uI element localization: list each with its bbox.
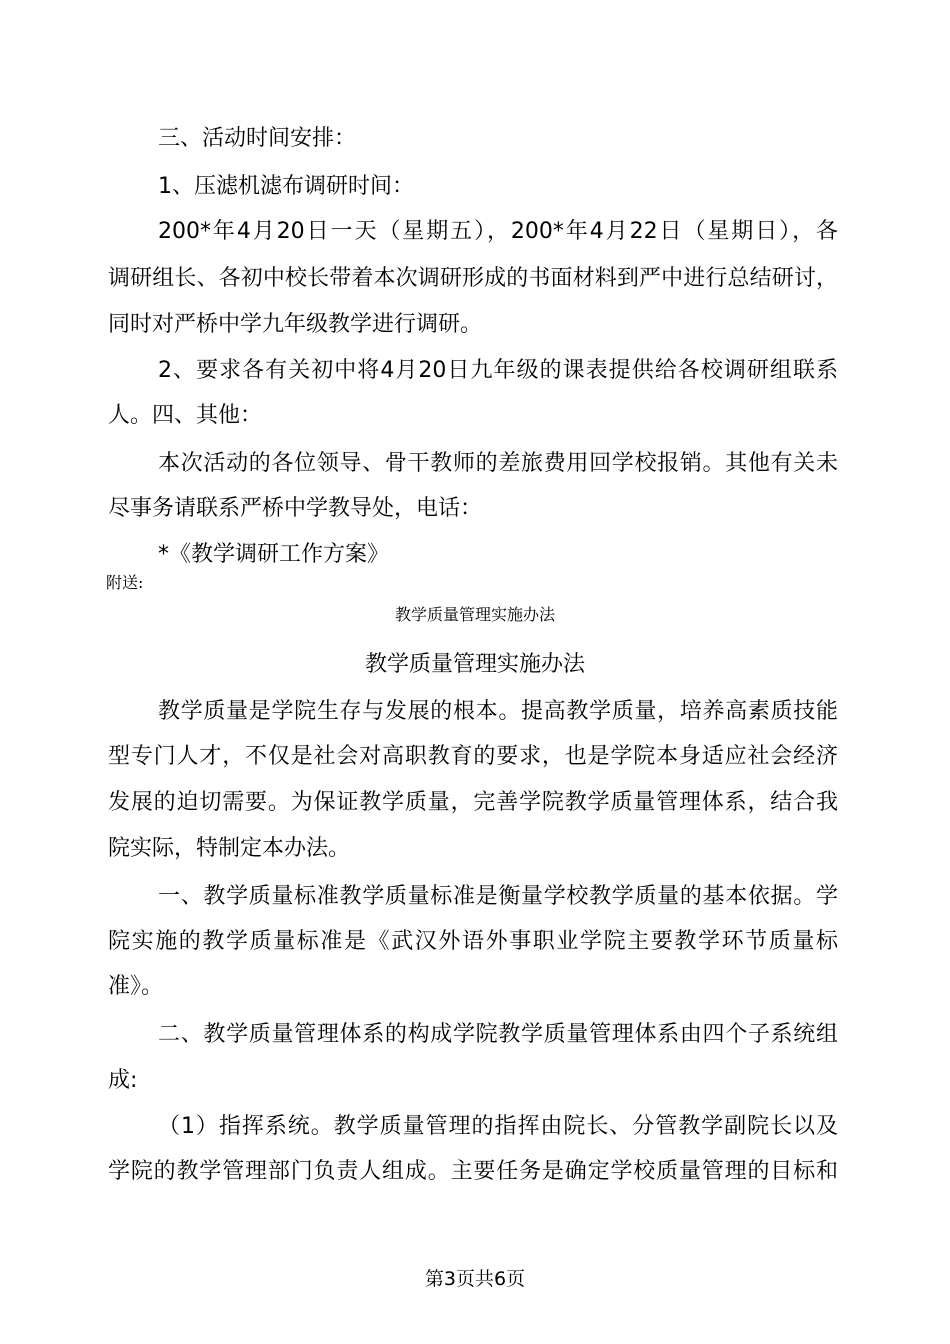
page-title: 教学质量管理实施办法 [364, 652, 585, 677]
intro-line-3: 发展的迫切需要。为保证教学质量，完善学院教学质量管理体系，结合我 [108, 790, 838, 815]
item1-title: 1、压滤机滤布调研时间： [158, 174, 414, 199]
part2-item1-line-1: （1）指挥系统。教学质量管理的指挥由院长、分管教学副院长以及 [158, 1114, 838, 1139]
section4-line-2: 尽事务请联系严桥中学教导处，电话： [108, 496, 483, 521]
part1-line-3: 准》。 [108, 974, 164, 999]
item1-line-3: 同时对严桥中学九年级教学进行调研。 [108, 312, 483, 337]
intro-line-1: 教学质量是学院生存与发展的根本。提高教学质量，培养高素质技能 [158, 699, 838, 724]
part1-line-1: 一、教学质量标准教学质量标准是衡量学校教学质量的基本依据。学 [158, 884, 838, 909]
page-number: 第3页共6页 [424, 1268, 526, 1290]
part2-line-1: 二、教学质量管理体系的构成学院教学质量管理体系由四个子系统组 [158, 1022, 838, 1047]
item1-line-2: 调研组长、各初中校长带着本次调研形成的书面材料到严中进行总结研讨， [108, 266, 838, 291]
section3-heading: 三、活动时间安排： [158, 126, 357, 151]
part2-item1-line-2: 学院的教学管理部门负责人组成。主要任务是确定学校质量管理的目标和 [108, 1159, 838, 1184]
intro-line-4: 院实际，特制定本办法。 [108, 836, 351, 861]
section4-line-1: 本次活动的各位领导、骨干教师的差旅费用回学校报销。其他有关未 [158, 451, 838, 476]
item2-line-1: 2、要求各有关初中将4月20日九年级的课表提供给各校调研组联系 [158, 358, 838, 383]
part2-line-2: 成: [108, 1068, 138, 1093]
part1-line-2: 院实施的教学质量标准是《武汉外语外事职业学院主要教学环节质量标 [108, 929, 838, 954]
attachment-item: *《教学调研工作方案》 [158, 542, 390, 567]
attachment-label: 附送: [106, 573, 144, 592]
item1-line-1: 200*年4月20日一天（星期五），200*年4月22日（星期日），各 [158, 219, 838, 244]
item2-line-2: 人。四、其他： [108, 403, 263, 428]
subtitle-small: 教学质量管理实施办法 [394, 605, 555, 624]
intro-line-2: 型专门人才，不仅是社会对高职教育的要求，也是学院本身适应社会经济 [108, 744, 838, 769]
